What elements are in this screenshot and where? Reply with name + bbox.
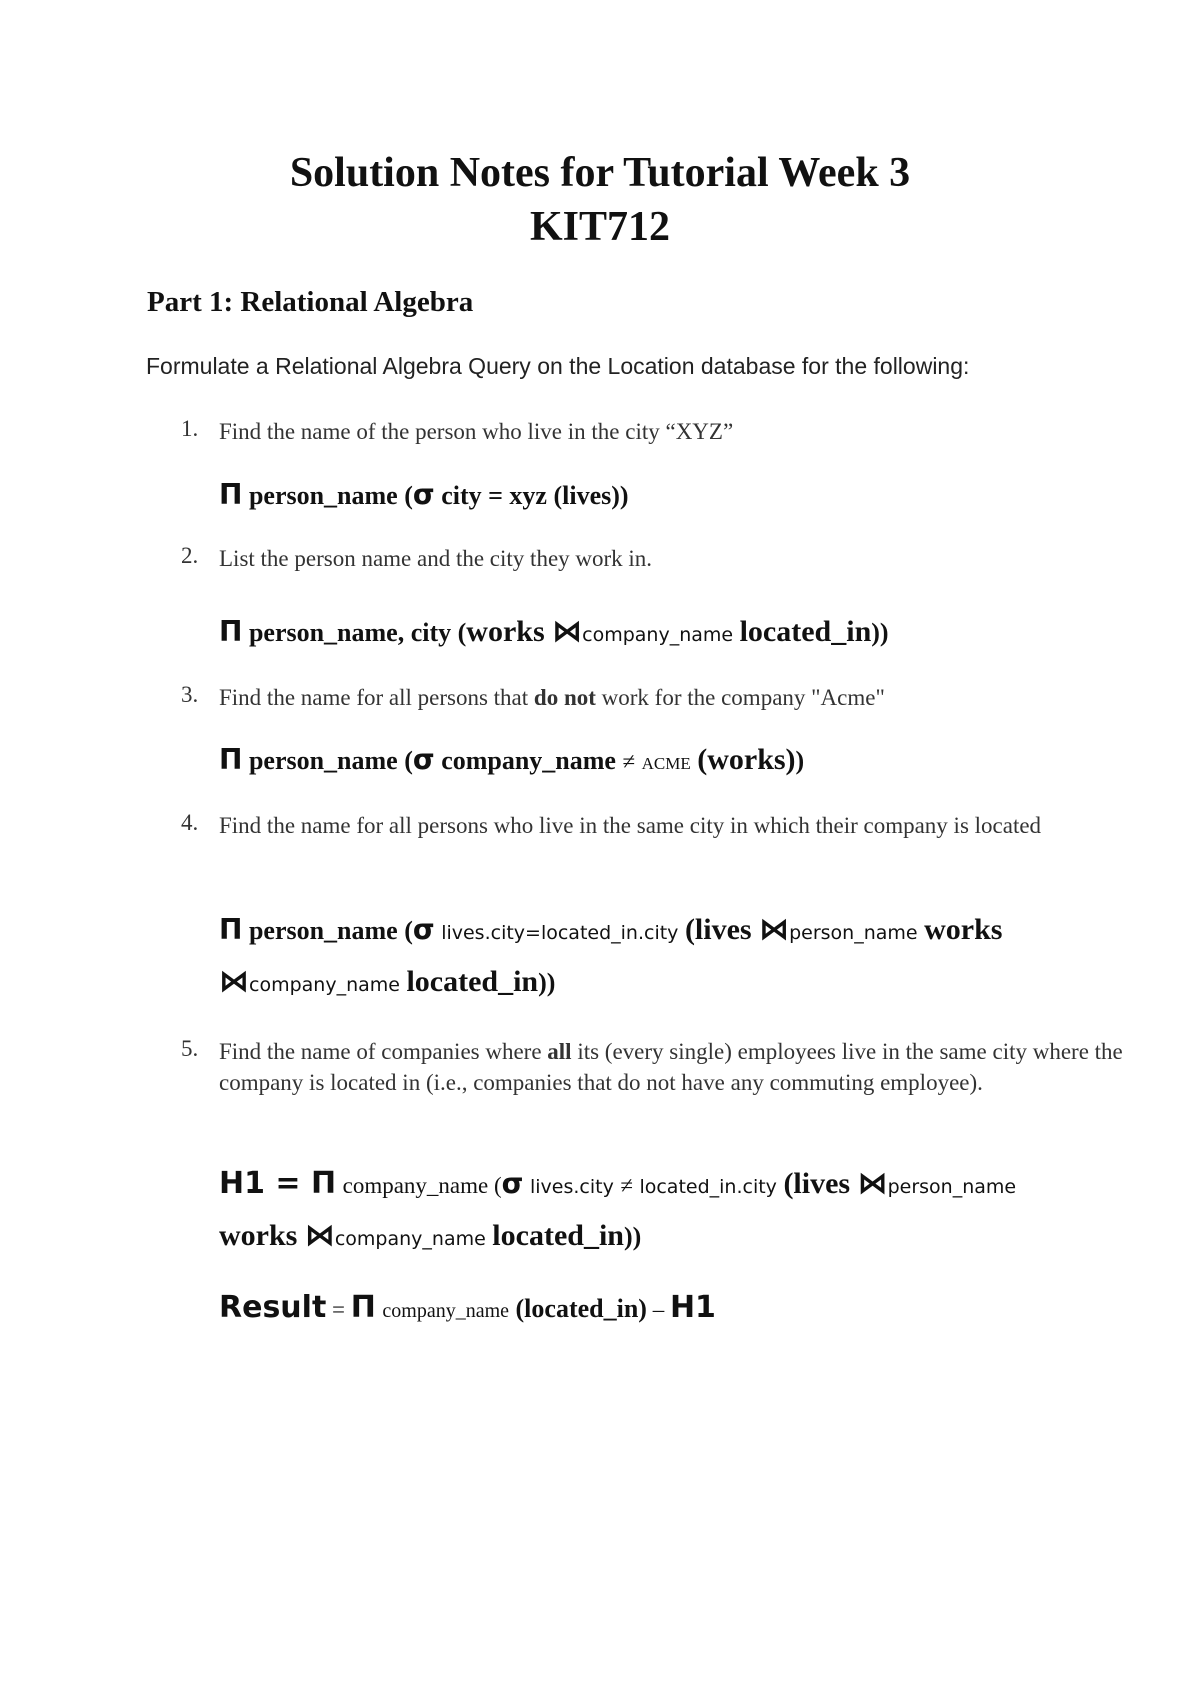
formula-attribute: person_name ( <box>248 746 413 775</box>
condition-value: ACME <box>641 754 691 773</box>
relation-located-in: located_in <box>492 1219 624 1252</box>
relation-lives: (lives <box>684 913 760 946</box>
relation-works: (works) <box>697 743 796 776</box>
text-part: its (every single) employees live in the same city where the company is located in (i.e., companies that do not have any commuting employee). <box>219 1039 1123 1095</box>
text-part: Find the name of companies where <box>219 1039 548 1064</box>
question-5-h1-line-2 <box>219 1218 641 1253</box>
join-attribute: company_name <box>249 974 400 996</box>
not-equal-symbol: ≠ <box>622 749 636 774</box>
question-5-h1-line-1 <box>219 1166 1016 1201</box>
select-condition: lives.city=located_in.city <box>441 922 679 944</box>
text-part: Find the name for all persons that <box>219 685 534 710</box>
question-2-formula <box>219 614 889 649</box>
join-attribute: company_name <box>334 1228 486 1250</box>
join-attribute: company_name <box>582 624 734 646</box>
part-heading: Part 1: Relational Algebra <box>147 286 474 318</box>
question-5-result-formula <box>219 1290 716 1325</box>
title-line-2: KIT712 <box>529 204 671 250</box>
formula-attribute: person_name, city ( <box>248 618 467 647</box>
relation-located-in: (located_in) <box>509 1294 647 1323</box>
join-symbol: ⋈ <box>552 614 583 649</box>
formula-close: )) <box>538 968 556 997</box>
relation-works: works <box>466 615 553 648</box>
question-1-text: Find the name of the person who live in the city “XYZ” <box>219 419 734 444</box>
formula-close: )) <box>871 618 889 647</box>
relation-works: works <box>924 913 1003 946</box>
condition-left: lives.city <box>529 1176 614 1198</box>
join-symbol: ⋈ <box>857 1166 888 1201</box>
formula-close: ) <box>795 746 805 775</box>
formula-attribute: company_name ( <box>342 1173 502 1198</box>
result-label: Result <box>219 1290 327 1325</box>
question-5-number: 5. <box>181 1036 199 1061</box>
question-4-text: Find the name for all persons who live in the same city in which their company is located <box>219 813 1042 838</box>
join-attribute: person_name <box>887 1176 1017 1198</box>
document-title <box>0 146 1200 254</box>
project-symbol: Π <box>219 615 243 648</box>
formula-close: )) <box>623 1222 642 1251</box>
relation-located-in: located_in <box>406 965 539 998</box>
select-symbol: σ <box>412 743 435 776</box>
join-attribute: person_name <box>789 922 918 944</box>
minus-sign: – <box>646 1297 670 1322</box>
title-line-1: Solution Notes for Tutorial Week 3 <box>289 150 911 196</box>
project-symbol: Π <box>219 478 243 511</box>
text-emphasis: do not <box>533 685 596 710</box>
select-symbol: σ <box>412 478 435 511</box>
equals-sign: = <box>326 1297 351 1322</box>
question-4-formula-line-1 <box>219 912 1002 947</box>
question-1-number: 1. <box>181 416 199 441</box>
formula-attribute: company_name <box>382 1300 510 1322</box>
relation-lives: (lives <box>783 1167 858 1200</box>
question-5-text <box>219 1036 1169 1098</box>
not-equal-symbol: ≠ <box>620 1173 633 1198</box>
join-symbol: ⋈ <box>219 964 249 999</box>
project-symbol: Π <box>350 1290 376 1325</box>
intro-text: Formulate a Relational Algebra Query on the Location database for the following: <box>146 353 970 379</box>
question-3-formula <box>219 743 804 777</box>
question-2-text: List the person name and the city they work in. <box>219 546 653 571</box>
condition-right: located_in.city <box>639 1176 777 1198</box>
project-symbol: Π <box>219 913 243 946</box>
question-4-number: 4. <box>181 810 199 835</box>
project-symbol: Π <box>219 743 243 776</box>
h1-reference: H1 <box>669 1290 716 1325</box>
question-2-number: 2. <box>181 543 199 568</box>
relation-works: works <box>219 1219 305 1252</box>
formula-attribute: person_name ( <box>248 916 413 945</box>
select-symbol: σ <box>412 913 435 946</box>
join-symbol: ⋈ <box>759 912 790 947</box>
formula-condition: city = xyz (lives)) <box>441 481 629 510</box>
join-symbol: ⋈ <box>304 1218 335 1253</box>
question-3-text <box>219 682 1169 713</box>
condition-attribute: company_name <box>441 746 623 775</box>
formula-attribute: person_name ( <box>248 481 413 510</box>
project-symbol: Π <box>311 1166 337 1201</box>
question-3-number: 3. <box>181 682 199 707</box>
text-emphasis: all <box>547 1039 572 1064</box>
h1-label: H1 = <box>219 1166 312 1201</box>
relation-located-in: located_in <box>739 615 872 648</box>
question-4-formula-line-2 <box>219 964 555 999</box>
select-symbol: σ <box>501 1167 524 1200</box>
text-part: work for the company "Acme" <box>595 685 885 710</box>
question-1-formula <box>219 478 629 511</box>
